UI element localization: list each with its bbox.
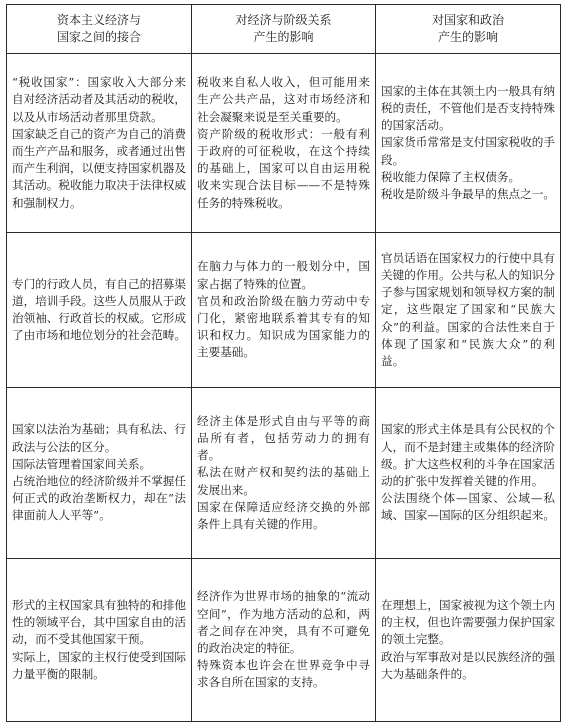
header-line: 对国家和政治 [431, 13, 504, 27]
header-line: 产生的影响 [253, 30, 314, 44]
cell-paragraph: 官员话语在国家权力的行使中具有关键的作用。公共与私人的知识分子参与国家规划和领导权方案的制定，这些限定了国家和“民族大众”的利益。国家的合法性来自于体现了国家和“民族大众”的利益。 [381, 250, 555, 368]
table-cell [192, 559, 376, 722]
cell-paragraph: 国家货币常常是支付国家税收的手段。 [381, 135, 555, 167]
cell-paragraph: 国家缺乏自己的资产为自己的消费而生产产品和服务，或者通过出售而产生利润，以便支持国家机器及其活动。税收能力取决于法律权威和强制权力。 [12, 126, 186, 210]
cell-paragraph: 经济作为世界市场的抽象的“流动空间”，作为地方活动的总和，两者之间存在冲突，具有不可避免的政治决定的特征。 [197, 589, 370, 655]
table-cell [7, 233, 192, 388]
cell-paragraph: 形式的主权国家具有独特的和排他性的领域平台，其中国家自由的活动，而不受其他国家干预。 [12, 597, 186, 647]
cell-paragraph: 占统治地位的经济阶级并不掌握任何正式的政治垄断权力，却在“法律面前人人平等”。 [12, 474, 186, 523]
table-cell [376, 233, 561, 388]
cell-paragraph: 国家的形式主体是具有公民权的个人，而不是封建主或集体的经济阶级。扩大这些权利的斗争在国家活动的扩张中发挥着关键的作用。 [381, 422, 555, 488]
table-row [7, 233, 561, 388]
table-cell [192, 233, 376, 388]
header-line: 资本主义经济与 [56, 13, 141, 27]
header-line: 产生的影响 [437, 30, 498, 44]
cell-paragraph: 资产阶级的税收形式：一般有利于政府的可征税收，在这个持续的基础上，国家可以自由运用税收来实现合法目标——不是特殊任务的特殊税收。 [197, 126, 370, 210]
cell-paragraph: 在脑力与体力的一般划分中，国家占据了特殊的位置。 [197, 259, 370, 291]
cell-paragraph: 税收是阶级斗争最早的焦点之一。 [381, 187, 555, 201]
table-cell [7, 559, 192, 722]
header-cell-political-impact [376, 5, 561, 54]
header-line: 国家之间的接合 [56, 30, 141, 44]
cell-paragraph: 实际上，国家的主权行使受到国际力量平衡的限制。 [12, 649, 186, 681]
cell-paragraph: 公法围绕个体—国家、公域—私域、国家—国际的区分组织起来。 [381, 491, 555, 523]
header-row [7, 5, 561, 54]
cell-paragraph: 国家在保障适应经济交换的外部条件上具有关键的作用。 [197, 499, 370, 531]
cell-paragraph: 私法在财产权和契约法的基础上发展出来。 [197, 465, 370, 497]
header-cell-economic-impact [192, 5, 376, 54]
cell-paragraph: 专门的行政人员，有自己的招募渠道，培训手段。这些人员服从于政治领袖、行政首长的权威。它形成了由市场和地位划分的社会范畴。 [12, 276, 186, 343]
cell-paragraph: 在理想上，国家被视为这个领土内的主权，但也许需要强力保护国家的领土完整。 [381, 597, 555, 647]
cell-paragraph: 税收来自私人收入，但可能用来生产公共产品，这对市场经济和社会凝聚来说是至关重要的。 [197, 75, 370, 124]
cell-paragraph: “税收国家”：国家收入大部分来自对经济活动者及其活动的税收，以及从市场活动者那里贷款。 [12, 75, 186, 124]
table-row [7, 388, 561, 559]
table-cell [7, 54, 192, 233]
table-cell [376, 388, 561, 559]
table-cell [7, 388, 192, 559]
table-cell [192, 54, 376, 233]
cell-paragraph: 政治与军事敌对是以民族经济的强大为基础条件的。 [381, 649, 555, 681]
cell-paragraph: 特殊资本也许会在世界竞争中寻求各自所在国家的支持。 [197, 658, 370, 690]
table-row [7, 54, 561, 233]
header-cell-articulation [7, 5, 192, 54]
cell-paragraph: 经济主体是形式自由与平等的商品所有者，包括劳动力的拥有者。 [197, 413, 370, 463]
cell-paragraph: 官员和政治阶级在脑力劳动中专门化，紧密地联系着其专有的知识和权力。知识成为国家能力的主要基础。 [197, 293, 370, 360]
cell-paragraph: 国际法管理着国家间关系。 [12, 456, 152, 471]
cell-paragraph: 国家以法治为基础；具有私法、行政法与公法的区分。 [12, 422, 186, 454]
header-line: 对经济与阶级关系 [235, 13, 332, 27]
cell-paragraph: 国家的主体在其领土内一般具有纳税的责任，不管他们是否支持特殊的国家活动。 [381, 83, 555, 133]
table-row [7, 559, 561, 722]
table-cell [376, 54, 561, 233]
table-cell [192, 388, 376, 559]
table-cell [376, 559, 561, 722]
cell-paragraph: 税收能力保障了主权债务。 [381, 169, 521, 184]
comparison-table [6, 4, 561, 722]
